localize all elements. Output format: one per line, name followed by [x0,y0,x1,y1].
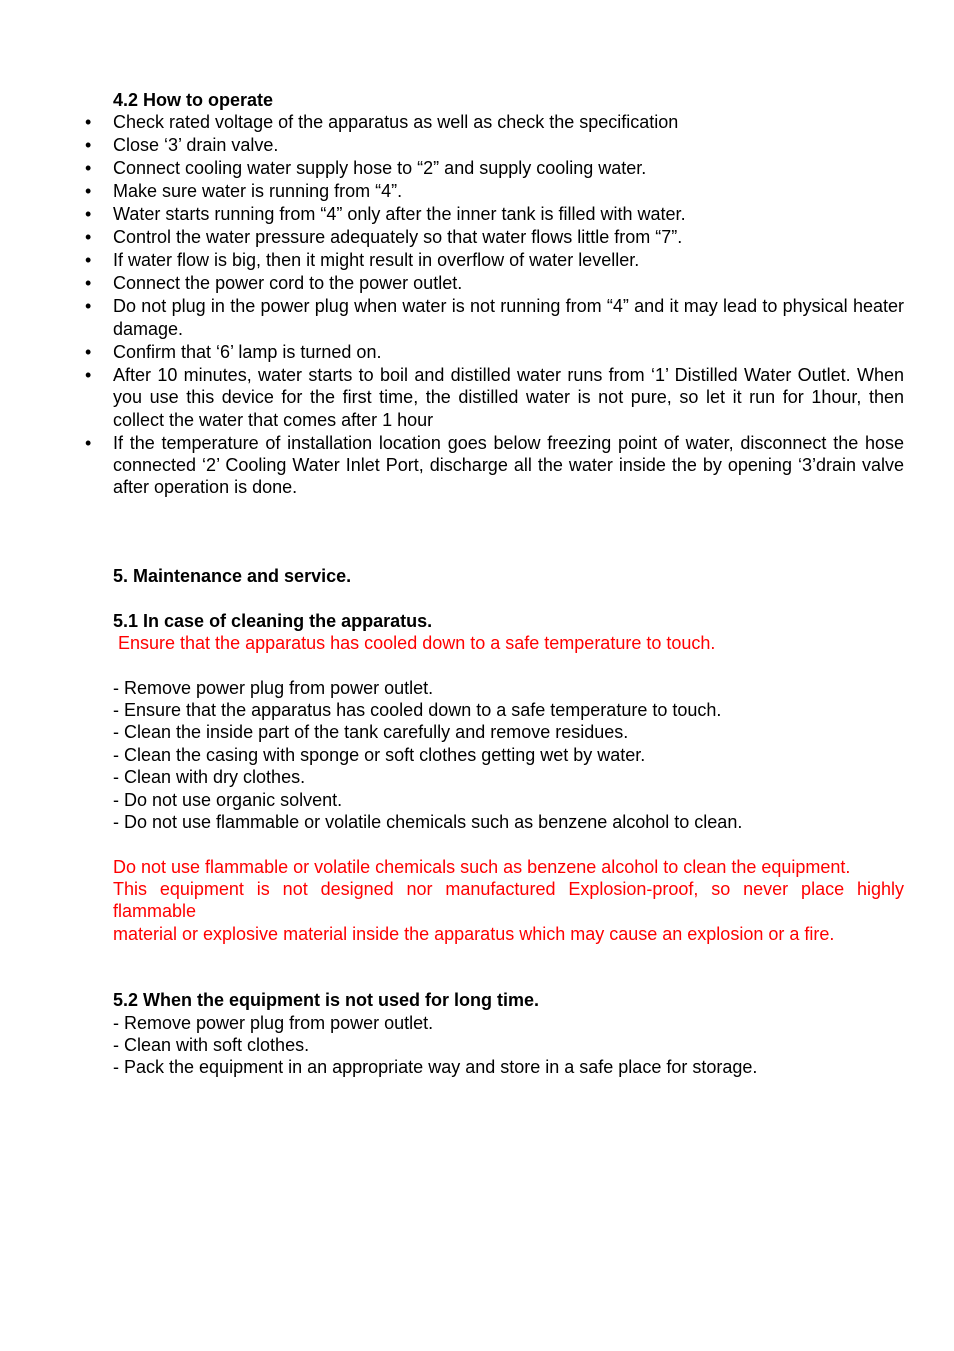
list-item: • Do not plug in the power plug when water is not running from “4” and it may lead to physical heater damage. [113,295,904,340]
list-item: • Close ‘3’ drain valve. [113,134,904,156]
list-item: • After 10 minutes, water starts to boil and distilled water runs from ‘1’ Distilled Water Outlet. When you use this device for the first time, the distilled water is not pure, so let it run for 1hour, then collect the water that comes after 1 hour [113,364,904,431]
cleaning-step: - Ensure that the apparatus has cooled down to a safe temperature to touch. [113,700,722,721]
list-item: • Check rated voltage of the apparatus as well as check the specification [113,111,904,133]
cleaning-step: - Remove power plug from power outlet. [113,677,434,698]
cooling-warning: Ensure that the apparatus has cooled down to a safe temperature to touch. [113,633,716,654]
explosion-caution-continued: material or explosive material inside the apparatus which may cause an explosion or a fire. [113,923,835,944]
list-item: • Control the water pressure adequately so that water flows little from “7”. [113,226,904,248]
storage-step: - Remove power plug from power outlet. [113,1012,434,1033]
section-4-2-heading: 4.2 How to operate [113,90,274,110]
chemical-caution: Do not use flammable or volatile chemicals such as benzene alcohol to clean the equipment. [113,856,851,877]
page-content [113,89,904,1079]
explosion-caution: This equipment is not designed nor manufactured Explosion-proof, so never place highly flammable [113,878,904,922]
list-item: • Make sure water is running from “4”. [113,180,904,202]
list-item: • Connect the power cord to the power outlet. [113,272,904,294]
section-5-2-heading: 5.2 When the equipment is not used for long time. [113,990,540,1011]
cleaning-step: - Do not use flammable or volatile chemicals such as benzene alcohol to clean. [113,812,743,833]
section-5-heading: 5. Maintenance and service. [113,566,352,587]
list-item: • Confirm that ‘6’ lamp is turned on. [113,341,904,363]
operation-steps-list [113,111,904,498]
section-5-1-heading: 5.1 In case of cleaning the apparatus. [113,610,433,631]
list-item: • Water starts running from “4” only after the inner tank is filled with water. [113,203,904,225]
storage-step: - Pack the equipment in an appropriate way and store in a safe place for storage. [113,1057,758,1078]
storage-step: - Clean with soft clothes. [113,1034,310,1055]
cleaning-step: - Clean the inside part of the tank carefully and remove residues. [113,722,629,743]
list-item: • Connect cooling water supply hose to “2” and supply cooling water. [113,157,904,179]
cleaning-step: - Clean the casing with sponge or soft clothes getting wet by water. [113,744,646,765]
cleaning-step: - Clean with dry clothes. [113,767,306,788]
cleaning-step: - Do not use organic solvent. [113,789,343,810]
list-item: • If water flow is big, then it might result in overflow of water leveller. [113,249,904,271]
list-item: • If the temperature of installation location goes below freezing point of water, disconnect the hose connected ‘2’ Cooling Water Inlet Port, discharge all the water inside the by opening ‘3’drain valve after operation is done. [113,432,904,499]
